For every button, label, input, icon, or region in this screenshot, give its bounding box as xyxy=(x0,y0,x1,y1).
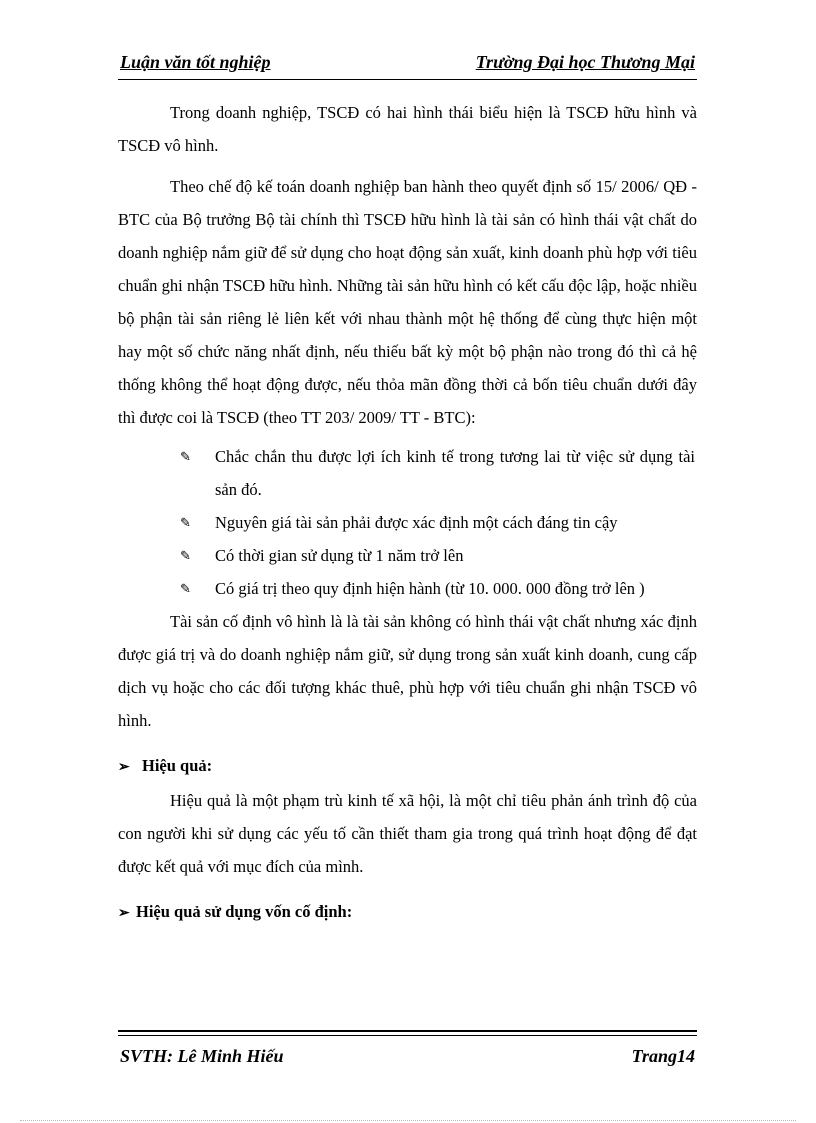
paragraph-tscd-forms: Trong doanh nghiệp, TSCĐ có hai hình thái biểu hiện là TSCĐ hữu hình và TSCĐ vô hình. xyxy=(118,103,697,155)
pencil-bullet-icon: ✎ xyxy=(180,581,191,596)
header-thesis-title: Luận văn tốt nghiệp xyxy=(120,52,271,72)
page-edge xyxy=(20,1120,796,1121)
paragraph-tangible-assets: Theo chế độ kế toán doanh nghiệp ban hành theo quyết định số 15/ 2006/ QĐ - BTC của Bộ trưởng Bộ tài chính thì TSCĐ hữu hình là tài sản có hình thái vật chất do doanh nghiệp nắm giữ để sử dụng cho hoạt động sản xuất, kinh doanh phù hợp với tiêu chuẩn ghi nhận TSCĐ hữu hình. Những tài sản hữu hình có kết cấu độc lập, hoặc nhiều bộ phận tài sản riêng lẻ liên kết với nhau thành một hệ thống để cùng thực hiện một hay một số chức năng nhất định, nếu thiếu bất kỳ một bộ phận nào trong đó thì cả hệ thống không thể hoạt động được, nếu thỏa mãn đồng thời cả bốn tiêu chuẩn dưới đây thì được coi là TSCĐ (theo TT 203/ 2009/ TT - BTC): xyxy=(118,177,697,427)
list-item xyxy=(118,572,697,605)
section-heading-efficiency xyxy=(118,749,697,784)
page-number: Trang14 xyxy=(631,1046,695,1066)
section-heading-fixed-capital xyxy=(118,895,697,930)
heading-text: Hiệu quả: xyxy=(142,756,213,775)
list-item xyxy=(118,440,697,506)
criterion-text: Chắc chắn thu được lợi ích kinh tế trong tương lai từ việc sử dụng tài sản đó. xyxy=(215,447,695,499)
footer-student: SVTH: Lê Minh Hiếu xyxy=(120,1046,284,1066)
footer-rule-top xyxy=(118,1030,697,1032)
page-footer xyxy=(118,1046,697,1072)
heading-text: Hiệu quả sử dụng vốn cố định: xyxy=(136,902,353,921)
paragraph-efficiency: Hiệu quả là một phạm trù kinh tế xã hội, là một chỉ tiêu phản ánh trình độ của con người khi sử dụng các yếu tố cần thiết tham gia trong quá trình hoạt động để đạt được kết quả với mục đích của mình. xyxy=(118,791,697,876)
list-item xyxy=(118,506,697,539)
criteria-list xyxy=(118,440,697,605)
criterion-text: Nguyên giá tài sản phải được xác định một cách đáng tin cậy xyxy=(215,513,618,532)
header-rule xyxy=(118,79,697,80)
criterion-text: Có giá trị theo quy định hiện hành (từ 10. 000. 000 đồng trở lên ) xyxy=(215,579,645,598)
page-header xyxy=(118,50,697,80)
pencil-bullet-icon: ✎ xyxy=(180,548,191,563)
pencil-bullet-icon: ✎ xyxy=(180,449,191,464)
pencil-bullet-icon: ✎ xyxy=(180,515,191,530)
footer-rule-bottom xyxy=(118,1035,697,1036)
header-university: Trường Đại học Thương Mại xyxy=(475,52,695,72)
page-body xyxy=(118,96,697,930)
list-item xyxy=(118,539,697,572)
paragraph-intangible-assets: Tài sản cố định vô hình là là tài sản không có hình thái vật chất nhưng xác định được giá trị và do doanh nghiệp nắm giữ, sử dụng trong sản xuất kinh doanh, cung cấp dịch vụ hoặc cho các đối tượng khác thuê, phù hợp với tiêu chuẩn ghi nhận TSCĐ vô hình. xyxy=(118,612,697,730)
criterion-text: Có thời gian sử dụng từ 1 năm trở lên xyxy=(215,546,464,565)
arrow-bullet-icon: ➢ xyxy=(118,760,130,775)
arrow-bullet-icon: ➢ xyxy=(118,906,130,921)
